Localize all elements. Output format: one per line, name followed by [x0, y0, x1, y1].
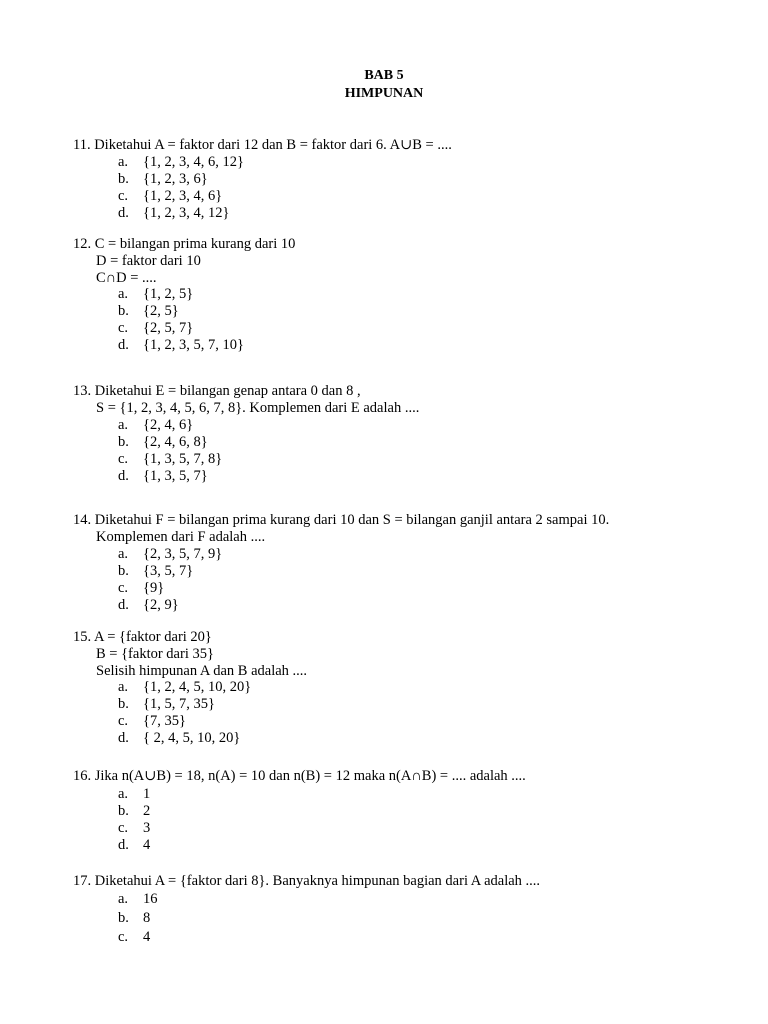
option-b: b. {1, 2, 3, 6} [118, 170, 208, 187]
question-11 [73, 137, 753, 222]
option-d: d. { 2, 4, 5, 10, 20} [118, 730, 241, 747]
question-text: Selisih himpunan A dan B adalah .... [96, 662, 308, 679]
question-text: B = {faktor dari 35} [96, 645, 214, 662]
question-13 [73, 383, 753, 485]
option-b: b. 8 [118, 909, 151, 926]
question-text: C∩D = .... [96, 269, 157, 286]
question-text: 13. Diketahui E = bilangan genap antara 0 dan 8 , [73, 383, 361, 399]
question-text: Komplemen dari F adalah .... [96, 528, 266, 545]
option-c: c. {2, 5, 7} [118, 320, 194, 337]
option-d: d. 4 [118, 837, 151, 853]
question-text: D = faktor dari 10 [96, 252, 201, 269]
option-a: a. {1, 2, 3, 4, 6, 12} [118, 153, 244, 170]
question-16 [73, 766, 753, 854]
option-c: c. {9} [118, 579, 165, 596]
question-text: 14. Diketahui F = bilangan prima kurang dari 10 dan S = bilangan ganjil antara 2 sampai 10. [73, 512, 610, 528]
chapter-title: BAB 5 [364, 68, 404, 83]
option-a: a. {2, 3, 5, 7, 9} [118, 545, 223, 562]
option-a: a. {2, 4, 6} [118, 416, 194, 433]
option-b: b. {3, 5, 7} [118, 562, 194, 579]
option-c: c. 3 [118, 820, 151, 836]
option-c: c. {1, 2, 3, 4, 6} [118, 187, 223, 204]
question-15 [73, 629, 753, 747]
option-a: a. 16 [118, 890, 158, 907]
question-text: 17. Diketahui A = {faktor dari 8}. Banyaknya himpunan bagian dari A adalah .... [73, 873, 541, 889]
chapter-subtitle: HIMPUNAN [344, 86, 424, 101]
option-c: c. {7, 35} [118, 713, 186, 730]
question-text: S = {1, 2, 3, 4, 5, 6, 7, 8}. Komplemen dari E adalah .... [96, 399, 420, 416]
question-text: 11. Diketahui A = faktor dari 12 dan B = faktor dari 6. A∪B = .... [73, 137, 452, 153]
question-text: 16. Jika n(A∪B) = 18, n(A) = 10 dan n(B) = 12 maka n(A∩B) = .... adalah .... [73, 768, 526, 784]
option-c: c. 4 [118, 928, 151, 945]
question-17 [73, 873, 753, 947]
question-text: 12. C = bilangan prima kurang dari 10 [73, 236, 296, 252]
option-d: d. {2, 9} [118, 596, 179, 613]
question-12 [73, 236, 753, 354]
option-d: d. {1, 2, 3, 5, 7, 10} [118, 337, 244, 354]
option-b: b. 2 [118, 803, 151, 819]
option-c: c. {1, 3, 5, 7, 8} [118, 450, 223, 467]
option-b: b. {2, 4, 6, 8} [118, 433, 208, 450]
option-b: b. {1, 5, 7, 35} [118, 696, 215, 713]
question-14 [73, 512, 753, 614]
option-a: a. 1 [118, 786, 151, 802]
option-a: a. {1, 2, 5} [118, 286, 194, 303]
option-a: a. {1, 2, 4, 5, 10, 20} [118, 679, 252, 696]
option-d: d. {1, 2, 3, 4, 12} [118, 204, 230, 221]
option-b: b. {2, 5} [118, 303, 179, 320]
question-text: 15. A = {faktor dari 20} [73, 629, 212, 645]
option-d: d. {1, 3, 5, 7} [118, 467, 208, 484]
